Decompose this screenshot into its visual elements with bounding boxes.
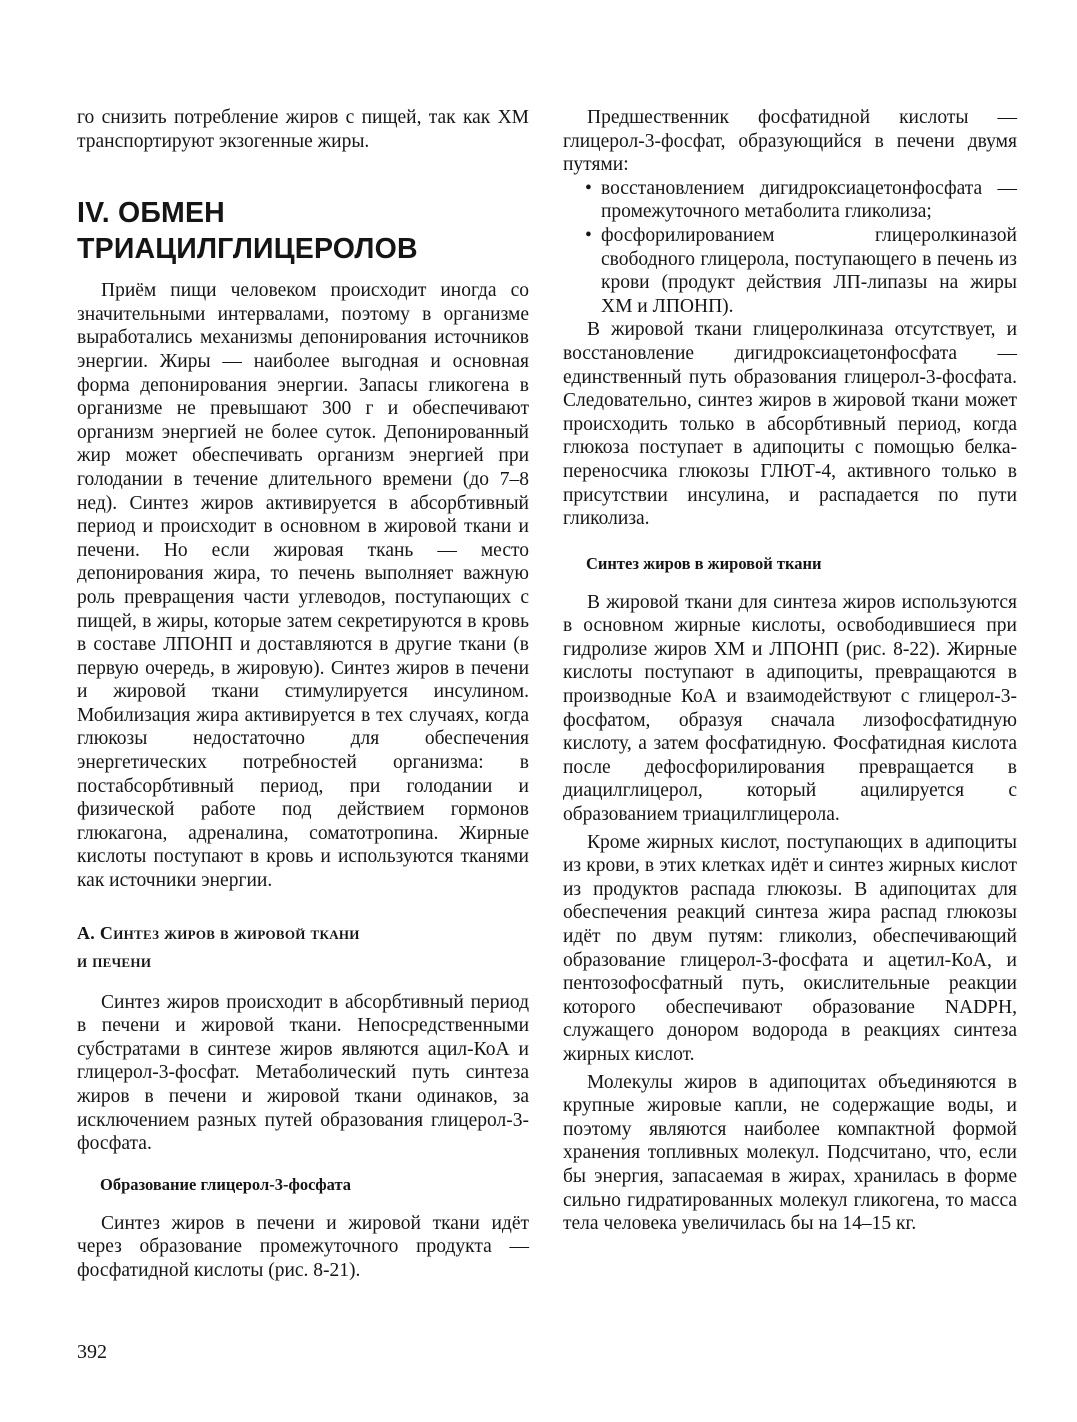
bullet-item: • восстановлением дигидроксиацетонфосфата — промежуточного метаболита гликолиза; <box>563 177 1017 224</box>
chapter-paragraph: Приём пищи человеком происходит иногда со значительными интервалами, поэтому в организме выработались механизмы депонирования источников энергии. Жиры — наиболее выгодная и основная форма депонирования энергии. Запасы гликогена в организме не превышают 300 г и обеспечивают организм энергией не более суток. Депонированный жир может обеспечивать организм энергией при голодании в течение длительного времени (до 7–8 нед). Синтез жиров активируется в абсорбтивный период и происходит в основном в жировой ткани и печени. Но если жировая ткань — место депонирования жира, то печень выполняет важную роль превращения части углеводов, поступающих с пищей, в жиры, которые затем секретируются в кровь в составе ЛПОНП и доставляются в другие ткани (в первую очередь, в жировую). Синтез жиров в печени и жировой ткани стимулируется инсулином. Мобилизация жира активируется в тех случаях, когда глюкозы недостаточно для обеспечения энергетических потребностей организма: в постабсорбтивный период, при голодании и физической работе под действием гормонов глюкагона, адреналина, соматотропина. Жирные кислоты поступают в кровь и используются тканями как источники энергии. <box>77 280 529 892</box>
adipose-synthesis-paragraph-1: В жировой ткани для синтеза жиров используются в основном жирные кислоты, освободившиеся при гидролизе жиров ХМ и ЛПОНП (рис. 8-22). Жирные кислоты поступают в адипоциты, превращаются в производные КоА и взаимодействуют с глицерол-3-фосфатом, образуя сначала лизофосфатидную кислоту, а затем фосфатидную. Фосфатидная кислота после дефосфорилирования превращается в диацилглицерол, который ацилируется с образованием триацилглицерола. <box>563 591 1017 826</box>
intro-paragraph: го снизить потребление жиров с пищей, так как ХМ транспортируют экзогенные жиры. <box>77 107 529 152</box>
subsection-paragraph: Синтез жиров в печени и жировой ткани идёт через образование промежуточного продукта — фосфатидной кислоты (рис. 8-21). <box>77 1212 529 1281</box>
left-column <box>77 106 529 1283</box>
adipose-paragraph: В жировой ткани глицеролкиназа отсутствует, и восстановление дигидроксиацетонфосфата — единственный путь образования глицерол-3-фосфата. Следовательно, синтез жиров в жировой ткани может происходить только в абсорбтивный период, когда глюкоза поступает в адипоциты с помощью белка-переносчика глюкозы ГЛЮТ-4, активного только в присутствии инсулина, и распадается по пути гликолиза. <box>563 319 1017 530</box>
page-number: 392 <box>77 1341 107 1363</box>
precursor-paragraph: Предшественник фосфатидной кислоты — глицерол-3-фосфат, образующийся в печени двумя путями: <box>563 107 1017 176</box>
bullet-item: • фосфорилированием глицеролкиназой свободного глицерола, поступающего в печень из крови (продукт действия ЛП-липазы на жиры ХМ и ЛПОНП). <box>563 224 1017 318</box>
chapter-title-line1: IV. ОБМЕН <box>77 197 225 230</box>
subsection-title-glycerol-phosphate: Образование глицерол-3-фосфата <box>100 1174 352 1194</box>
subsection-title-adipose-synthesis: Синтез жиров в жировой ткани <box>586 553 822 573</box>
chapter-title-line2: ТРИАЦИЛГЛИЦЕРОЛОВ <box>77 233 418 266</box>
section-paragraph: Синтез жиров происходит в абсорбтивный период в печени и жировой ткани. Непосредственными субстратами в синтезе жиров являются ацил-КоА и глицерол-3-фосфат. Метаболический путь синтеза жиров в печени и жировой ткани одинаков, за исключением разных путей образования глицерол-3-фосфата. <box>77 991 529 1155</box>
chapter-title <box>77 195 529 267</box>
right-column <box>563 106 1017 1236</box>
section-title-line1: А. Синтез жиров в жировой ткани <box>77 922 360 943</box>
section-title-line2: и печени <box>77 950 152 971</box>
section-title <box>77 919 529 975</box>
bullet-list <box>563 177 1017 319</box>
adipose-synthesis-paragraph-2: Кроме жирных кислот, поступающих в адипоциты из крови, в этих клетках идёт и синтез жирных кислот из продуктов распада глюкозы. В адипоцитах для обеспечения реакций синтеза жира распад глюкозы идёт по двум путям: гликолиз, обеспечивающий образование глицерол-3-фосфата и ацетил-КоА, и пентозофосфатный путь, окислительные реакции которого обеспечивают образование NADPH, служащего донором водорода в реакциях синтеза жирных кислот. <box>563 831 1017 1065</box>
adipose-synthesis-paragraph-3: Молекулы жиров в адипоцитах объединяются в крупные жировые капли, не содержащие воды, и поэтому являются наиболее компактной формой хранения топливных молекул. Подсчитано, что, если бы энергия, запасаемая в жирах, хранилась в форме сильно гидратированных молекул гликогена, то масса тела человека увеличилась бы на 14–15 кг. <box>563 1071 1017 1235</box>
